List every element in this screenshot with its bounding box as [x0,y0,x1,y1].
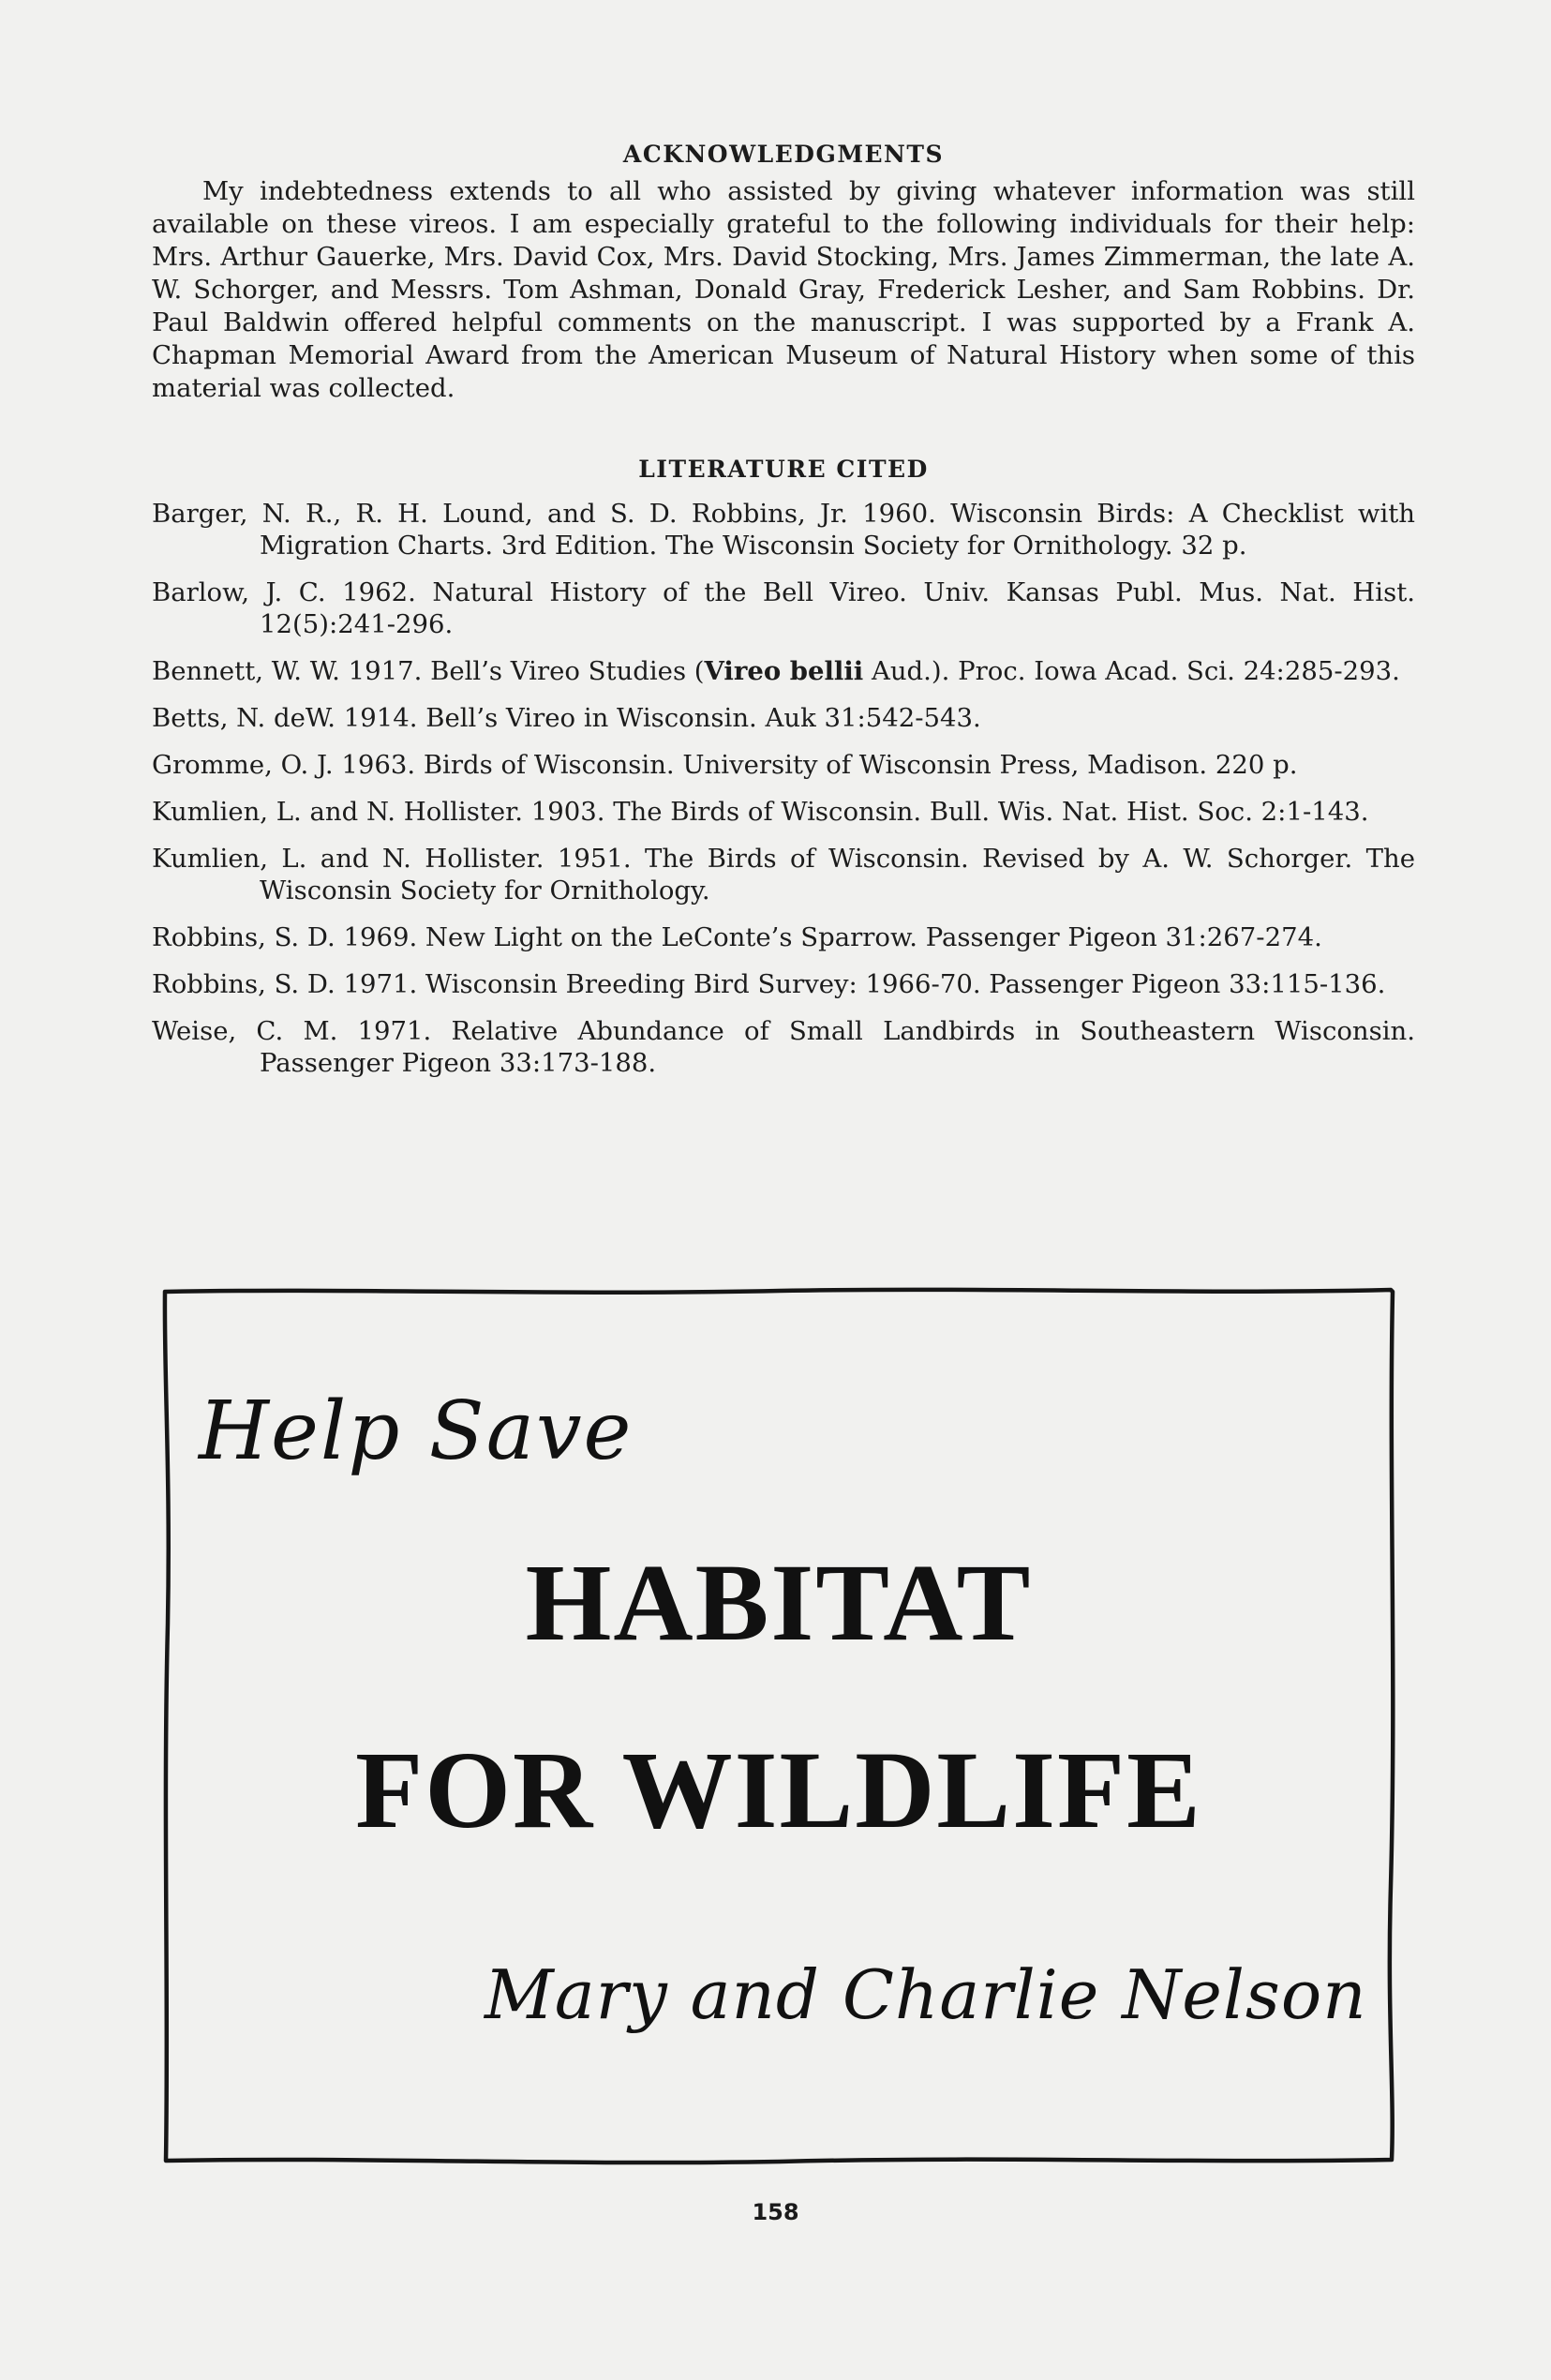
habitat-headline: HABITAT [525,1541,1033,1664]
sponsor-signature: Mary and Charlie Nelson [485,1955,1367,2034]
reference-item: Betts, N. deW. 1914. Bell’s Vireo in Wisconsin. Auk 31:542-543. [152,703,981,733]
reference-item: Kumlien, L. and N. Hollister. 1903. The Birds of Wisconsin. Bull. Wis. Nat. Hist. Soc. 2:1-143. [152,797,1369,827]
acknowledgments-paragraph [152,175,1415,405]
page-number: 158 [752,2199,799,2225]
reference-text: Bennett, W. W. 1917. Bell’s Vireo Studies ( [152,656,705,686]
reference-item: Barger, N. R., R. H. Lound, and S. D. Robbins, Jr. 1960. Wisconsin Birds: A Checklist with Migration Charts. 3rd Edition. The Wisconsin Society for Ornithology. 32 p. [152,499,1415,561]
species-name: Vireo bellii [704,656,864,686]
reference-item: Gromme, O. J. 1963. Birds of Wisconsin. University of Wisconsin Press, Madison. 220 p. [152,750,1298,780]
reference-item: Barlow, J. C. 1962. Natural History of the Bell Vireo. Univ. Kansas Publ. Mus. Nat. Hist. 12(5):241-296. [152,577,1415,639]
article-body [152,141,1415,1094]
reference-item: Robbins, S. D. 1971. Wisconsin Breeding Bird Survey: 1966-70. Passenger Pigeon 33:115-136. [152,969,1386,999]
reference-item: Weise, C. M. 1971. Relative Abundance of Small Landbirds in Southeastern Wisconsin. Passenger Pigeon 33:173-188. [152,1016,1415,1078]
literature-cited-heading: LITERATURE CITED [638,456,929,483]
reference-item: Robbins, S. D. 1969. New Light on the LeConte’s Sparrow. Passenger Pigeon 31:267-274. [152,922,1322,952]
for-wildlife-headline: FOR WILDLIFE [355,1729,1202,1851]
advertisement-box [161,1286,1396,2165]
reference-item [152,655,1415,687]
acknowledgments-heading: ACKNOWLEDGMENTS [622,141,945,168]
reference-list [152,498,1415,1079]
acknowledgments-text: My indebtedness extends to all who assisted by giving whatever information was still available on these vireos. I am especially grateful to the following individuals for their help: Mrs. Arthur Gauerke, Mrs. David Cox, Mrs. David Stocking, Mrs. James Zimmerman, the late A. W. Schorger, and Messrs. Tom Ashman, Donald Gray, Frederick Lesher, and Sam Robbins. Dr. Paul Baldwin offered helpful comments on the manuscript. I was supported by a Frank A. Chapman Memorial Award from the American Museum of Natural History when some of this material was collected. [152,176,1415,403]
reference-item: Kumlien, L. and N. Hollister. 1951. The Birds of Wisconsin. Revised by A. W. Schorger. The Wisconsin Society for Ornithology. [152,844,1415,906]
reference-text: Aud.). Proc. Iowa Acad. Sci. 24:285-293. [863,656,1400,686]
help-save-script: Help Save [199,1385,634,1478]
